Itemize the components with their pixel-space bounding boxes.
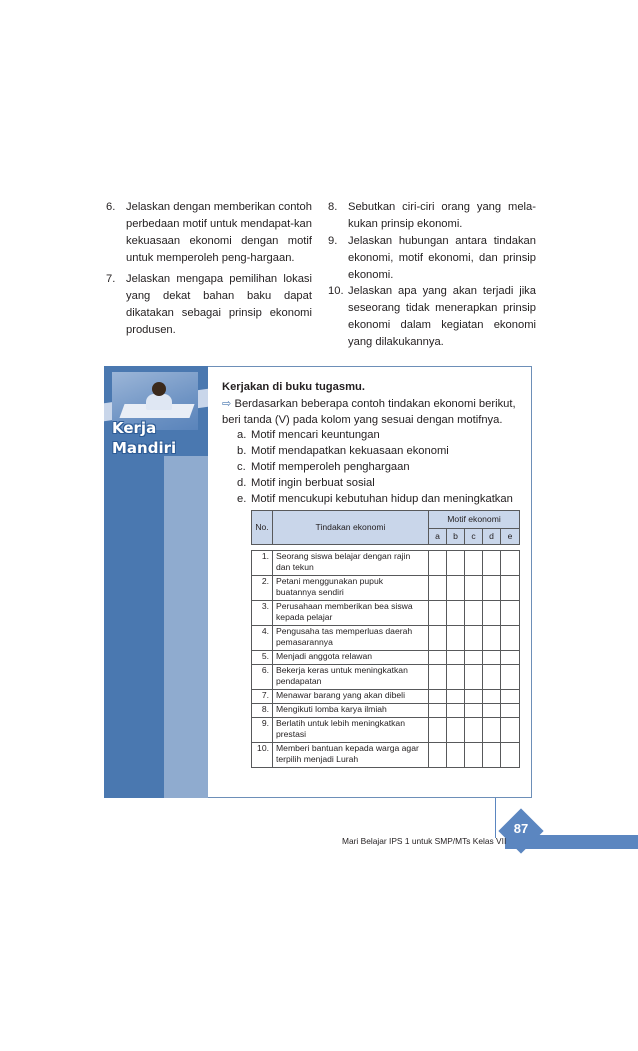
question-number: 10. [328, 285, 344, 297]
check-cell[interactable] [501, 626, 520, 651]
check-cell[interactable] [501, 576, 520, 601]
check-cell[interactable] [483, 551, 501, 576]
arrow-icon: ⇨ [222, 398, 232, 410]
check-cell[interactable] [483, 651, 501, 665]
question-text: Jelaskan mengapa pemilihan lokasi yang dekat bahan baku dapat dikatakan sebagai prinsip ekonomi produsen. [126, 273, 312, 336]
check-cell[interactable] [429, 718, 447, 743]
question-number: 8. [328, 201, 338, 213]
header-motif-c: c [465, 529, 483, 545]
check-cell[interactable] [465, 576, 483, 601]
question-text: Sebutkan ciri-ciri orang yang mela-kukan prinsip ekonomi. [348, 201, 536, 230]
check-cell[interactable] [429, 651, 447, 665]
check-cell[interactable] [501, 704, 520, 718]
table-row: 1. Seorang siswa belajar dengan rajin dan tekun [252, 551, 520, 576]
check-cell[interactable] [429, 576, 447, 601]
check-cell[interactable] [447, 718, 465, 743]
header-action: Tindakan ekonomi [273, 511, 429, 545]
check-cell[interactable] [429, 665, 447, 690]
check-cell[interactable] [501, 651, 520, 665]
check-cell[interactable] [429, 743, 447, 768]
check-cell[interactable] [501, 665, 520, 690]
table-row: 9. Berlatih untuk lebih meningkatkan prestasi [252, 718, 520, 743]
check-cell[interactable] [501, 551, 520, 576]
check-cell[interactable] [483, 690, 501, 704]
table-row: 8. Mengikuti lomba karya ilmiah [252, 704, 520, 718]
check-cell[interactable] [501, 690, 520, 704]
sidebar-panel [164, 456, 208, 798]
check-cell[interactable] [483, 576, 501, 601]
check-cell[interactable] [465, 651, 483, 665]
check-cell[interactable] [465, 551, 483, 576]
check-cell[interactable] [483, 665, 501, 690]
question-number: 6. [106, 201, 116, 213]
check-cell[interactable] [483, 626, 501, 651]
question-text: Jelaskan apa yang akan terjadi jika seseorang tidak menerapkan prinsip ekonomi dalam kegiatan ekonomi yang dilakukannya. [348, 285, 536, 348]
table-row: 6. Bekerja keras untuk meningkatkan pendapatan [252, 665, 520, 690]
header-motif-e: e [501, 529, 520, 545]
check-cell[interactable] [465, 601, 483, 626]
check-cell[interactable] [501, 601, 520, 626]
question-7 [106, 271, 312, 339]
question-text: Jelaskan hubungan antara tindakan ekonomi, motif ekonomi, dan prinsip ekonomi. [348, 235, 536, 281]
question-6 [106, 199, 312, 267]
question-text: Jelaskan dengan memberikan contoh perbedaan motif untuk mendapat-kan kekuasaan ekonomi dengan motif untuk memperoleh peng-hargaan. [126, 201, 312, 264]
table-row: 7. Menawar barang yang akan dibeli [252, 690, 520, 704]
table-row: 10. Memberi bantuan kepada warga agar terpilih menjadi Lurah [252, 743, 520, 768]
header-no: No. [252, 511, 273, 545]
check-cell[interactable] [447, 576, 465, 601]
table-row: 5. Menjadi anggota relawan [252, 651, 520, 665]
check-cell[interactable] [483, 743, 501, 768]
check-cell[interactable] [429, 704, 447, 718]
check-cell[interactable] [447, 601, 465, 626]
check-cell[interactable] [429, 551, 447, 576]
check-cell[interactable] [501, 718, 520, 743]
question-10 [328, 283, 536, 351]
table-row: 4. Pengusaha tas memperluas daerah pemasarannya [252, 626, 520, 651]
question-number: 9. [328, 235, 338, 247]
instruction-text: Berdasarkan beberapa contoh tindakan ekonomi berikut, beri tanda (V) pada kolom yang sesuai dengan motifnya. [222, 398, 516, 426]
question-number: 7. [106, 273, 116, 285]
page-number: 87 [513, 821, 529, 836]
check-cell[interactable] [465, 690, 483, 704]
check-cell[interactable] [429, 690, 447, 704]
check-cell[interactable] [483, 704, 501, 718]
check-cell[interactable] [483, 601, 501, 626]
header-motif-d: d [483, 529, 501, 545]
check-cell[interactable] [447, 704, 465, 718]
header-motif: Motif ekonomi [429, 511, 520, 529]
header-motif-a: a [429, 529, 447, 545]
check-cell[interactable] [465, 743, 483, 768]
check-cell[interactable] [501, 743, 520, 768]
table-row: 3. Perusahaan memberikan bea siswa kepada pelajar [252, 601, 520, 626]
footer-divider [495, 798, 496, 838]
check-cell[interactable] [429, 626, 447, 651]
check-cell[interactable] [447, 651, 465, 665]
check-cell[interactable] [447, 551, 465, 576]
check-cell[interactable] [429, 601, 447, 626]
activity-heading: Kerjakan di buku tugasmu. [222, 381, 365, 393]
activity-instruction [222, 396, 522, 428]
check-cell[interactable] [465, 718, 483, 743]
question-8 [328, 199, 536, 233]
book-title: Mari Belajar IPS 1 untuk SMP/MTs Kelas VII [342, 836, 507, 846]
check-cell[interactable] [465, 704, 483, 718]
table-row: 2. Petani menggunakan pupuk buatannya sendiri [252, 576, 520, 601]
question-9 [328, 233, 536, 284]
motive-table [251, 510, 520, 768]
check-cell[interactable] [447, 665, 465, 690]
header-motif-b: b [447, 529, 465, 545]
check-cell[interactable] [465, 626, 483, 651]
check-cell[interactable] [447, 626, 465, 651]
check-cell[interactable] [465, 665, 483, 690]
side-title: Kerja Mandiri [112, 419, 177, 457]
check-cell[interactable] [447, 690, 465, 704]
check-cell[interactable] [447, 743, 465, 768]
check-cell[interactable] [483, 718, 501, 743]
